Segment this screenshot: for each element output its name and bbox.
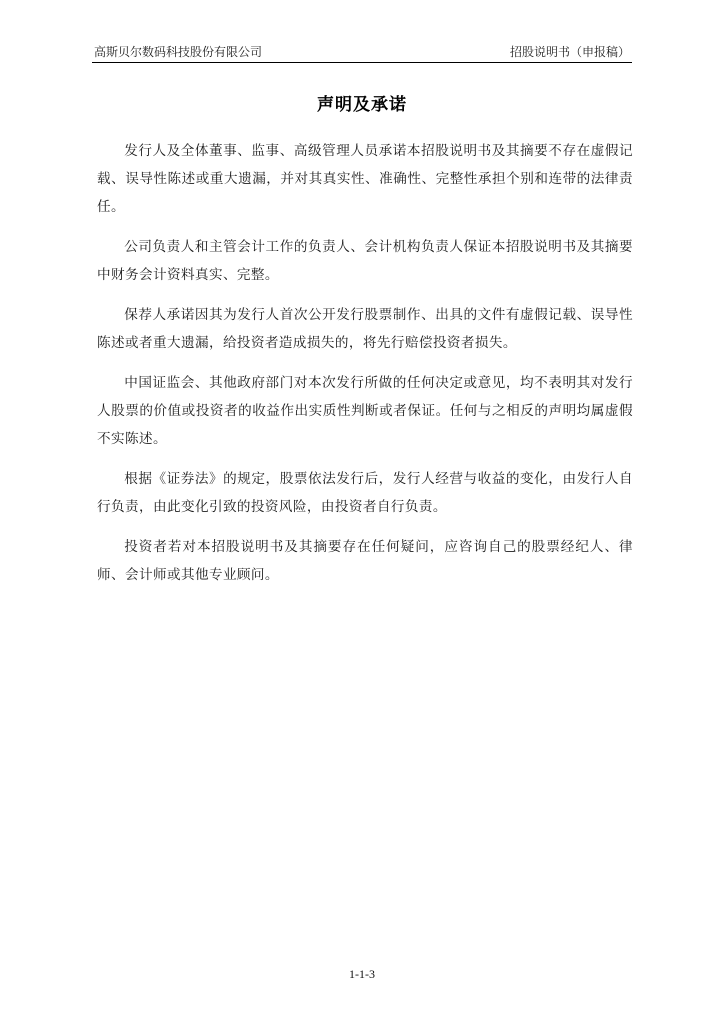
header-document-type: 招股说明书（申报稿） xyxy=(509,45,630,59)
paragraph-3: 保荐人承诺因其为发行人首次公开发行股票制作、出具的文件有虚假记载、误导性陈述或者重大遗漏，给投资者造成损失的，将先行赔偿投资者损失。 xyxy=(97,307,633,351)
paragraph-4: 中国证监会、其他政府部门对本次发行所做的任何决定或意见，均不表明其对发行人股票的价值或投资者的收益作出实质性判断或者保证。任何与之相反的声明均属虚假不实陈述。 xyxy=(97,375,633,447)
paragraph-6: 投资者若对本招股说明书及其摘要存在任何疑问，应咨询自己的股票经纪人、律师、会计师或其他专业顾问。 xyxy=(97,539,633,583)
paragraph-5: 根据《证券法》的规定，股票依法发行后，发行人经营与收益的变化，由发行人自行负责，由此变化引致的投资风险，由投资者自行负责。 xyxy=(97,471,633,515)
page-number: 1-1-3 xyxy=(349,967,375,981)
statement-body xyxy=(97,137,633,601)
header-company-name: 高斯贝尔数码科技股份有限公司 xyxy=(94,45,263,59)
paragraph-1: 发行人及全体董事、监事、高级管理人员承诺本招股说明书及其摘要不存在虚假记载、误导性陈述或重大遗漏，并对其真实性、准确性、完整性承担个别和连带的法律责任。 xyxy=(97,143,633,215)
page-title: 声明及承诺 xyxy=(317,95,407,115)
page-header xyxy=(92,40,632,63)
paragraph-2: 公司负责人和主管会计工作的负责人、会计机构负责人保证本招股说明书及其摘要中财务会计资料真实、完整。 xyxy=(97,239,633,283)
